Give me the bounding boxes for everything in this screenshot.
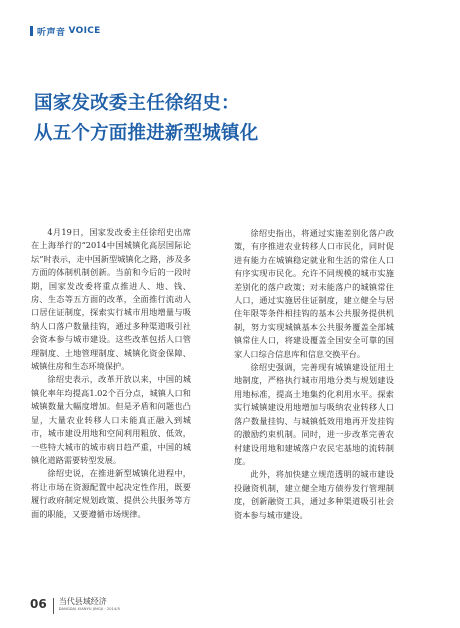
section-marker <box>30 26 33 36</box>
page-number: 06 <box>30 597 47 611</box>
article-title-line-2: 从五个方面推进新型城镇化 <box>34 123 259 144</box>
section-tag <box>30 24 101 38</box>
section-label-en: VOICE <box>68 26 101 36</box>
left-paragraph-1: 4月19日，国家发改委主任徐绍史出席在上海举行的“2014中国城镇化高层国际论坛”时表示，走中国新型城镇化之路，涉及多方面的体制机制创新。当前和今后的一段时期，国家发改委将重点推进人、地、钱、房、生态等五方面的改革，全面推行流动人口居住证制度，探索实行城市用地增量与吸纳人口落户数量挂钩，通过多种渠道吸引社会资本参与城市建设。这些改革包括人口管理制度、土地管理制度、城镇化资金保障、城镇住房和生态环境保护。 <box>31 227 191 372</box>
left-paragraph-3: 徐绍史说，在推进新型城镇化进程中，将让市场在资源配置中起决定性作用，既要履行政府制定规划政策、提供公共服务等方面的职能，又要遵循市场规律。 <box>31 468 191 519</box>
left-paragraph-2: 徐绍史表示，改革开放以来，中国的城镇化率年均提高1.02个百分点，城镇人口和城镇数量大幅度增加。但是矛盾和问题也凸显，大量农业转移人口未能真正融入到城市，城市建设用地和空间利用粗放、低效，一些特大城市的城市病日趋严重，中国的城镇化道路需要转型发展。 <box>31 374 191 465</box>
page-footer <box>30 597 120 614</box>
right-column <box>234 227 394 522</box>
left-column <box>31 226 191 521</box>
article-title <box>34 89 434 149</box>
article-title-line-1: 国家发改委主任徐绍史： <box>34 93 240 114</box>
right-paragraph-1: 徐绍史指出，将通过实施差别化落户政策，有序推进农业转移人口市民化，同时促进有能力在城镇稳定就业和生活的常住人口有序实现市民化。允许不同规模的城市实施差别化的落户政策；对未能落户的城镇常住人口，通过实施居住证制度，建立健全与居住年限等条件相挂钩的基本公共服务提供机制，努力实现城镇基本公共服务覆盖全部城镇常住人口，将建设覆盖全国安全可靠的国家人口综合信息库和信息交换平台。 <box>234 228 394 359</box>
publication-name <box>59 597 120 612</box>
right-paragraph-3: 此外，将加快建立规范透明的城市建设投融资机制，建立健全地方债券发行管理制度，创新融资工具，通过多种渠道吸引社会资本参与城市建设。 <box>234 469 394 520</box>
right-paragraph-2: 徐绍史强调，完善现有城镇建设征用土地制度，严格执行城市用地分类与规划建设用地标准，提高土地集约化利用水平。探索实行城镇建设用地增加与吸纳农业转移人口落户数量挂钩、与城镇低效用地再开发挂钩的激励约束机制。同时，进一步改革完善农村建设用地和建城落户农民宅基地的流转制度。 <box>234 362 394 466</box>
section-label-zh: 听声音 <box>37 27 66 38</box>
footer-divider <box>53 598 54 614</box>
publication-name-zh: 当代县域经济 <box>58 597 107 606</box>
publication-name-en: DANGDAI XIANYU JINGJI · 2014/5 <box>58 607 121 611</box>
